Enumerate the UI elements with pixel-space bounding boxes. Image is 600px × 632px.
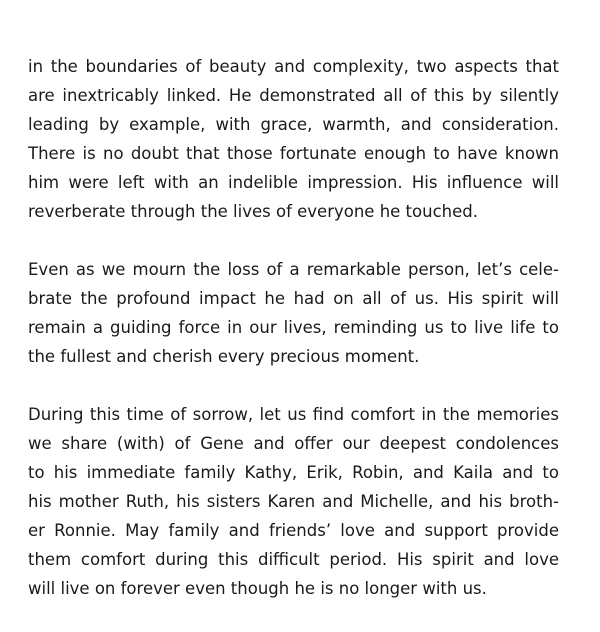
text-line: in the boundaries of beauty and complexity, two aspects that <box>28 57 559 76</box>
text-line: we share (with) of Gene and offer our deepest condolences <box>28 434 559 453</box>
document-body <box>28 52 559 632</box>
text-line: are inextricably linked. He demonstrated all of this by silently <box>28 86 559 105</box>
text-line: the fullest and cherish every precious moment. <box>28 347 420 366</box>
paragraph-2 <box>28 255 559 371</box>
text-line: leading by example, with grace, warmth, and consideration. <box>28 115 559 134</box>
text-line: reverberate through the lives of everyone he touched. <box>28 202 478 221</box>
paragraph-3 <box>28 400 559 603</box>
paragraph-1 <box>28 52 559 226</box>
text-line: him were left with an indelible impression. His influence will <box>28 173 559 192</box>
text-line: will live on forever even though he is no longer with us. <box>28 579 487 598</box>
text-line: remain a guiding force in our lives, reminding us to live life to <box>28 318 559 337</box>
text-line: er Ronnie. May family and friends’ love and support provide <box>28 521 559 540</box>
text-line: Even as we mourn the loss of a remarkable person, let’s cele- <box>28 260 559 279</box>
text-line: them comfort during this difficult period. His spirit and love <box>28 550 559 569</box>
text-line: his mother Ruth, his sisters Karen and Michelle, and his broth- <box>28 492 559 511</box>
text-line: brate the profound impact he had on all of us. His spirit will <box>28 289 559 308</box>
text-line: to his immediate family Kathy, Erik, Robin, and Kaila and to <box>28 463 559 482</box>
text-line: There is no doubt that those fortunate enough to have known <box>28 144 559 163</box>
text-line: During this time of sorrow, let us find comfort in the memories <box>28 405 559 424</box>
